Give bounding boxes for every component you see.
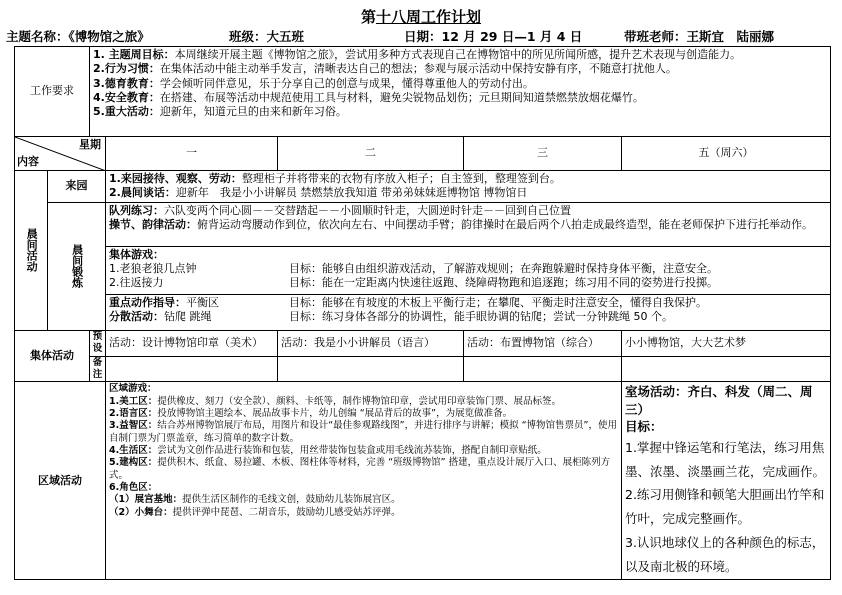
- note-cell-2: [278, 356, 464, 382]
- theme-name: 主题名称：《博物馆之旅》: [6, 29, 150, 44]
- diagonal-header-cell: [15, 137, 106, 171]
- morning-label: 晨间活动: [25, 228, 39, 273]
- note-cell-4: [622, 356, 831, 382]
- plan-table: [14, 46, 831, 580]
- group-label: 集体活动: [15, 330, 90, 382]
- exercise-label: 晨间锻炼: [70, 244, 84, 289]
- group-act-2: 活动：我是小小讲解员（语言）: [278, 330, 464, 356]
- page-title: 第十八周工作计划: [360, 8, 482, 26]
- preset-label: 预设: [90, 330, 106, 356]
- class-name: 班级：大五班: [229, 29, 305, 44]
- col-day-2: 二: [278, 137, 464, 171]
- area-games-content: 区域游戏： 1.美工区：提供橡皮、刻刀（安全款）、颜料、卡纸等，制作博物馆印章，尝试用印章装饰门票、展品标签。 2.语言区：投放博物馆主题绘本、展品故事卡片，幼儿创编 “展品背后的故事”，为展览做准备。 3.益智区：结合苏州博物馆展厅布局，用图片和设计“最佳参观路线图”，并进行排序与讲解；模拟 “博物馆售票员”，使用自制门票为门票盖章，练习简单的数字计数。 4.生活区：尝试为文创作品进行装饰和包装，用丝带装饰包装盒或用毛线流苏装饰，搭配自制印章贴纸。 5.建构区：提供积木、纸盒、易拉罐、木板、图柱体等材料，完善 “班级博物馆” 搭建，重点设计展厅入口、展柜陈列方式。 6.角色区： （1）展宫基地：提供生活区制作的毛线文创，鼓励幼儿装饰展宫区。 （2）小舞台：提供评弹中琵琶、二胡音乐，鼓励幼儿感受姑苏评弹。: [106, 382, 622, 580]
- week-label: 星期: [79, 138, 101, 151]
- morning-label-cell: [15, 171, 48, 331]
- teachers: 带班老师：王斯宜 陆丽娜: [624, 29, 775, 44]
- note-cell-1: [106, 356, 278, 382]
- col-day-1: 一: [106, 137, 278, 171]
- col-day-3: 三: [464, 137, 622, 171]
- col-day-5: 五（周六）: [622, 137, 831, 171]
- arrive-label: 来园: [48, 171, 106, 203]
- note-label: 备注: [90, 356, 106, 382]
- work-req-content: 1. 主题周目标：本周继续开展主题《博物馆之旅》，尝试用多种方式表现自己在博物馆中的所见所闻所感，提升艺术表现与创造能力。 2.行为习惯：在集体活动中能主动举手发言，清晰表达自己的想法；参观与展示活动中保持安静有序，不随意打扰他人。 3.德育教育：学会倾听同伴意见，乐于分享自己的创意与成果，懂得尊重他人的劳动付出。 4.安全教育：在搭建、布展等活动中规范使用工具与材料，避免尖锐物品划伤；元旦期间知道禁燃禁放烟花爆竹。 5.重大活动：迎新年，知道元旦的由来和新年习俗。: [90, 47, 831, 137]
- note-cell-3: [464, 356, 622, 382]
- arrive-content: 1.来园接待、观察、劳动：整理柜子并将带来的衣物有序放入柜子；自主签到，整理签到台。 2.晨间谈话：迎新年 我是小小讲解员 禁燃禁放我知道 带弟弟妹妹逛博物馆 博物馆日: [106, 171, 831, 203]
- group-act-4: 小小博物馆，大大艺术梦: [622, 330, 831, 356]
- room-activity-content: 室场活动：齐白、科发（周二、周三） 目标： 1.掌握中锋运笔和行笔法，练习用焦墨、浓墨、淡墨画兰花，完成画作。 2.练习用侧锋和顿笔大胆画出竹竿和竹叶，完成完整画作。 3.认识地球仪上的各种颜色的标志，以及南北极的环境。: [622, 382, 831, 580]
- date-range: 日期：12 月 29 日—1 月 4 日: [404, 29, 583, 44]
- work-req-label: 工作要求: [15, 47, 90, 137]
- exercise-key-content: 重点动作指导：平衡区 目标：能够在有坡度的木板上平衡行走；在攀爬、平衡走时注意安全，懂得自我保护。 分散活动：钻爬 跳绳 目标：练习身体各部分的协调性，能手眼协调的钻爬；尝试一分钟跳绳 50 个。: [106, 294, 831, 330]
- exercise-drill-content: 队列练习：六队变两个同心圆－－交替踏起－－小圆顺时针走，大圆逆时针走－－回到自己位置 操节、韵律活动：俯背运动弯腰动作到位，依次向左右、中间摆动手臂；韵律操时在最后两个八拍走成最终造型，能在老师保护下进行托举动作。: [106, 202, 831, 246]
- area-label: 区域活动: [15, 382, 106, 580]
- group-act-1: 活动：设计博物馆印章（美术）: [106, 330, 278, 356]
- exercise-label-cell: [48, 202, 106, 330]
- content-label: 内容: [17, 154, 39, 168]
- group-act-3: 活动：布置博物馆（综合）: [464, 330, 622, 356]
- exercise-games-content: 集体游戏： 1.老狼老狼几点钟 目标：能够自由组织游戏活动，了解游戏规则；在奔跑躲避时保持身体平衡，注意安全。 2.往返接力 目标：能在一定距离内快速往返跑、绕障碍物跑和追逐跑；练习用不同的姿势进行投掷。: [106, 246, 831, 294]
